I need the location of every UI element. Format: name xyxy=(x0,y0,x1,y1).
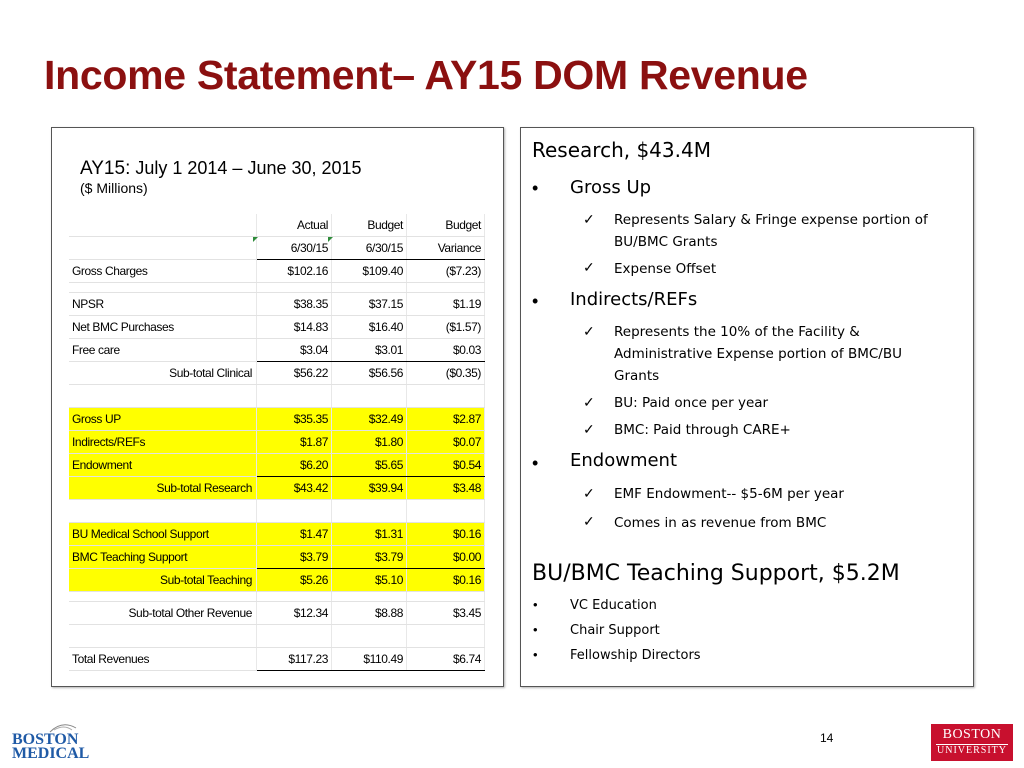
gross-up-note-line2: BU/BMC Grants xyxy=(614,234,718,250)
checkmark-icon: ✓ xyxy=(583,323,595,339)
checkmark-icon: ✓ xyxy=(583,259,595,275)
boston-university-logo xyxy=(931,724,1013,761)
table-row: Endowment $6.20 $5.65 $0.54 xyxy=(69,454,485,477)
bu-logo-line1: BOSTON xyxy=(942,727,1002,742)
gross-up-note-line1: Represents Salary & Fringe expense portion of xyxy=(614,212,928,228)
indirects-note-line1: Represents the 10% of the Facility & xyxy=(614,324,860,340)
academic-year-heading xyxy=(80,158,362,180)
checkmark-icon: ✓ xyxy=(583,421,595,437)
subtotal-row: Sub-total Clinical $56.22 $56.56 ($0.35) xyxy=(69,362,485,385)
table-row: Net BMC Purchases $14.83 $16.40 ($1.57) xyxy=(69,316,485,339)
col-header-budget: Budget xyxy=(332,214,407,237)
indirects-heading: Indirects/REFs xyxy=(570,289,698,310)
page-number: 14 xyxy=(820,731,834,745)
subtotal-row: Sub-total Teaching $5.26 $5.10 $0.16 xyxy=(69,569,485,592)
checkmark-icon: ✓ xyxy=(583,485,595,501)
table-row: Indirects/REFs $1.87 $1.80 $0.07 xyxy=(69,431,485,454)
page-title: Income Statement– AY15 DOM Revenue xyxy=(44,52,808,98)
boston-medical-logo xyxy=(10,722,100,760)
bmc-logo-line2: MEDICAL xyxy=(12,745,90,760)
table-header-row xyxy=(69,214,485,237)
bmc-logo-line1: BOSTON xyxy=(12,731,79,748)
bullet-icon: • xyxy=(532,178,539,198)
gross-up-heading: Gross Up xyxy=(570,177,652,198)
table-row: Gross UP $35.35 $32.49 $2.87 xyxy=(69,408,485,431)
bullet-icon: • xyxy=(533,647,538,662)
teaching-item: Fellowship Directors xyxy=(570,648,701,663)
teaching-heading: BU/BMC Teaching Support, $5.2M xyxy=(532,561,900,586)
units-label: ($ Millions) xyxy=(80,180,148,196)
endowment-note-1: EMF Endowment-- $5-6M per year xyxy=(614,486,844,502)
col-header-variance: Variance xyxy=(407,237,485,260)
revenue-notes-panel xyxy=(520,127,974,687)
bullet-icon: • xyxy=(533,622,538,637)
col-header-budget-2: Budget xyxy=(407,214,485,237)
subtotal-row: Sub-total Research $43.42 $39.94 $3.48 xyxy=(69,477,485,500)
teaching-item: Chair Support xyxy=(570,623,660,638)
total-row: Total Revenues $117.23 $110.49 $6.74 xyxy=(69,648,485,671)
col-header-date: 6/30/15 xyxy=(257,237,332,260)
revenue-table xyxy=(69,214,485,671)
col-header-date: 6/30/15 xyxy=(332,237,407,260)
indirects-note-line2: Administrative Expense portion of BMC/BU xyxy=(614,346,902,362)
gross-up-note-2: Expense Offset xyxy=(614,261,717,277)
indirects-note-2: BU: Paid once per year xyxy=(614,395,769,411)
ay-label: AY15: xyxy=(80,158,131,179)
subtotal-row: Sub-total Other Revenue $12.34 $8.88 $3.45 xyxy=(69,602,485,625)
spacer-row xyxy=(69,500,485,523)
checkmark-icon: ✓ xyxy=(583,211,595,227)
research-heading: Research, $43.4M xyxy=(532,138,711,162)
spacer-row xyxy=(69,283,485,293)
table-row: NPSR $38.35 $37.15 $1.19 xyxy=(69,293,485,316)
bullet-icon: • xyxy=(532,453,539,473)
col-header-actual: Actual xyxy=(257,214,332,237)
indirects-note-3: BMC: Paid through CARE+ xyxy=(614,422,791,438)
endowment-heading: Endowment xyxy=(570,450,678,471)
checkmark-icon: ✓ xyxy=(583,513,595,529)
table-row: Gross Charges $102.16 $109.40 ($7.23) xyxy=(69,260,485,283)
indirects-note-line3: Grants xyxy=(614,368,660,384)
table-header-row xyxy=(69,237,485,260)
spacer-row xyxy=(69,385,485,408)
table-row: BMC Teaching Support $3.79 $3.79 $0.00 xyxy=(69,546,485,569)
endowment-note-2: Comes in as revenue from BMC xyxy=(614,515,827,531)
spacer-row xyxy=(69,592,485,602)
bu-logo-line2: UNIVERSITY xyxy=(937,745,1007,756)
teaching-item: VC Education xyxy=(570,598,657,613)
spacer-row xyxy=(69,625,485,648)
income-statement-panel xyxy=(51,127,504,687)
checkmark-icon: ✓ xyxy=(583,394,595,410)
bullet-icon: • xyxy=(532,291,539,311)
bullet-icon: • xyxy=(533,597,538,612)
table-row: BU Medical School Support $1.47 $1.31 $0.16 xyxy=(69,523,485,546)
ay-dates: July 1 2014 – June 30, 2015 xyxy=(130,158,362,178)
table-row: Free care $3.04 $3.01 $0.03 xyxy=(69,339,485,362)
